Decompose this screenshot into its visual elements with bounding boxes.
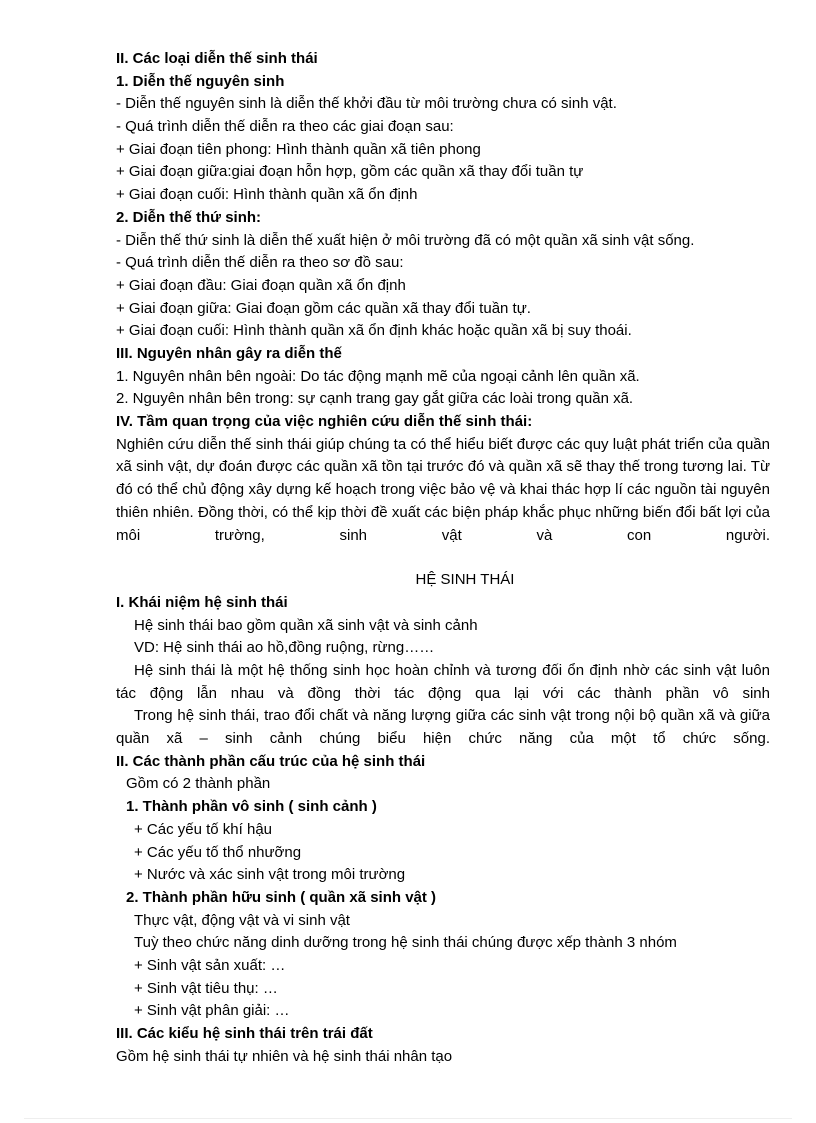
text-line: + Giai đoạn giữa:giai đoạn hỗn hợp, gồm các quần xã thay đổi tuần tự (116, 163, 584, 181)
text-line: Gồm hệ sinh thái tự nhiên và hệ sinh thái nhân tạo (116, 1047, 453, 1065)
page-bottom-rule (24, 1118, 792, 1119)
section-title: HỆ SINH THÁI (415, 571, 515, 589)
text-line: - Quá trình diễn thế diễn ra theo sơ đồ sau: (116, 254, 404, 272)
heading-ecosystem-concept: I. Khái niệm hệ sinh thái (116, 593, 288, 611)
text-line: + Giai đoạn cuối: Hình thành quần xã ổn định khác hoặc quần xã bị suy thoái. (116, 322, 632, 340)
text-line: + Giai đoạn cuối: Hình thành quần xã ổn định (116, 186, 418, 204)
list-item: + Sinh vật sản xuất: … (134, 956, 286, 974)
paragraph-concept-2: Trong hệ sinh thái, trao đổi chất và năng lượng giữa các sinh vật trong nội bộ quần xã và giữa quần xã – sinh cảnh chúng biểu hiện chức năng của một tổ chức sống. (116, 707, 770, 748)
text-line: - Quá trình diễn thế diễn ra theo các giai đoạn sau: (116, 118, 454, 136)
text-line: 2. Nguyên nhân bên trong: sự cạnh trang gay gắt giữa các loài trong quần xã. (116, 390, 634, 408)
heading-succession-types: II. Các loại diễn thế sinh thái (116, 50, 318, 67)
ecosystem-section (116, 592, 770, 1069)
text-line: VD: Hệ sinh thái ao hồ,đồng ruộng, rừng…… (134, 639, 435, 657)
spacer (116, 547, 770, 569)
list-item: + Nước và xác sinh vật trong môi trường (134, 866, 406, 884)
heading-abiotic: 1. Thành phần vô sinh ( sinh cảnh ) (126, 798, 377, 816)
heading-succession-causes: III. Nguyên nhân gây ra diễn thế (116, 344, 342, 362)
text-line: 1. Nguyên nhân bên ngoài: Do tác động mạnh mẽ của ngoại cảnh lên quần xã. (116, 367, 640, 385)
text-line: Hệ sinh thái bao gồm quần xã sinh vật và sinh cảnh (134, 616, 478, 634)
text-line: Gồm có 2 thành phần (126, 775, 271, 793)
heading-biotic: 2. Thành phần hữu sinh ( quần xã sinh vật ) (126, 888, 437, 906)
document-page (116, 48, 770, 1068)
text-line: + Giai đoạn tiên phong: Hình thành quần xã tiên phong (116, 140, 481, 158)
text-line: - Diễn thế nguyên sinh là diễn thế khởi đầu từ môi trường chưa có sinh vật. (116, 95, 617, 113)
list-item: + Các yếu tố thổ nhưỡng (134, 843, 302, 861)
list-item: + Sinh vật phân giải: … (134, 1002, 290, 1020)
list-item: + Các yếu tố khí hậu (134, 820, 273, 838)
heading-secondary-succession: 2. Diễn thế thứ sinh: (116, 208, 262, 226)
succession-section (116, 48, 770, 547)
heading-primary-succession: 1. Diễn thế nguyên sinh (116, 72, 285, 90)
paragraph-importance: Nghiên cứu diễn thế sinh thái giúp chúng ta có thể hiểu biết được các quy luật phát triển của quần xã sinh vật, dự đoán được các quần xã tồn tại trước đó và quần xã sẽ thay thế trong tương lai. Từ đó có thể chủ động xây dựng kế hoạch trong việc bảo vệ và khai thác hợp lí các nguồn tài nguyên thiên nhiên. Đồng thời, có thể kịp thời đề xuất các biện pháp khắc phục những biến đổi bất lợi của môi trường, sinh vật và con người. (116, 435, 770, 544)
text-line: + Giai đoạn giữa: Giai đoạn gồm các quần xã thay đổi tuần tự. (116, 299, 531, 317)
text-line: - Diễn thế thứ sinh là diễn thế xuất hiện ở môi trường đã có một quần xã sinh vật sống. (116, 231, 695, 249)
text-line: Tuỳ theo chức năng dinh dưỡng trong hệ sinh thái chúng được xếp thành 3 nhóm (134, 934, 677, 952)
heading-ecosystem-types: III. Các kiểu hệ sinh thái trên trái đất (116, 1025, 373, 1043)
heading-succession-importance: IV. Tầm quan trọng của việc nghiên cứu diễn thế sinh thái: (116, 413, 533, 430)
text-line: Thực vật, động vật và vi sinh vật (134, 911, 350, 929)
list-item: + Sinh vật tiêu thụ: … (134, 979, 278, 997)
paragraph-concept: Hệ sinh thái là một hệ thống sinh học hoàn chỉnh và tương đối ổn định nhờ các sinh vật luôn tác động lẫn nhau và đồng thời tác động qua lại với các thành phần vô sinh (116, 661, 770, 702)
text-line: + Giai đoạn đầu: Giai đoạn quần xã ổn định (116, 276, 406, 294)
heading-ecosystem-structure: II. Các thành phần cấu trúc của hệ sinh thái (116, 752, 426, 770)
